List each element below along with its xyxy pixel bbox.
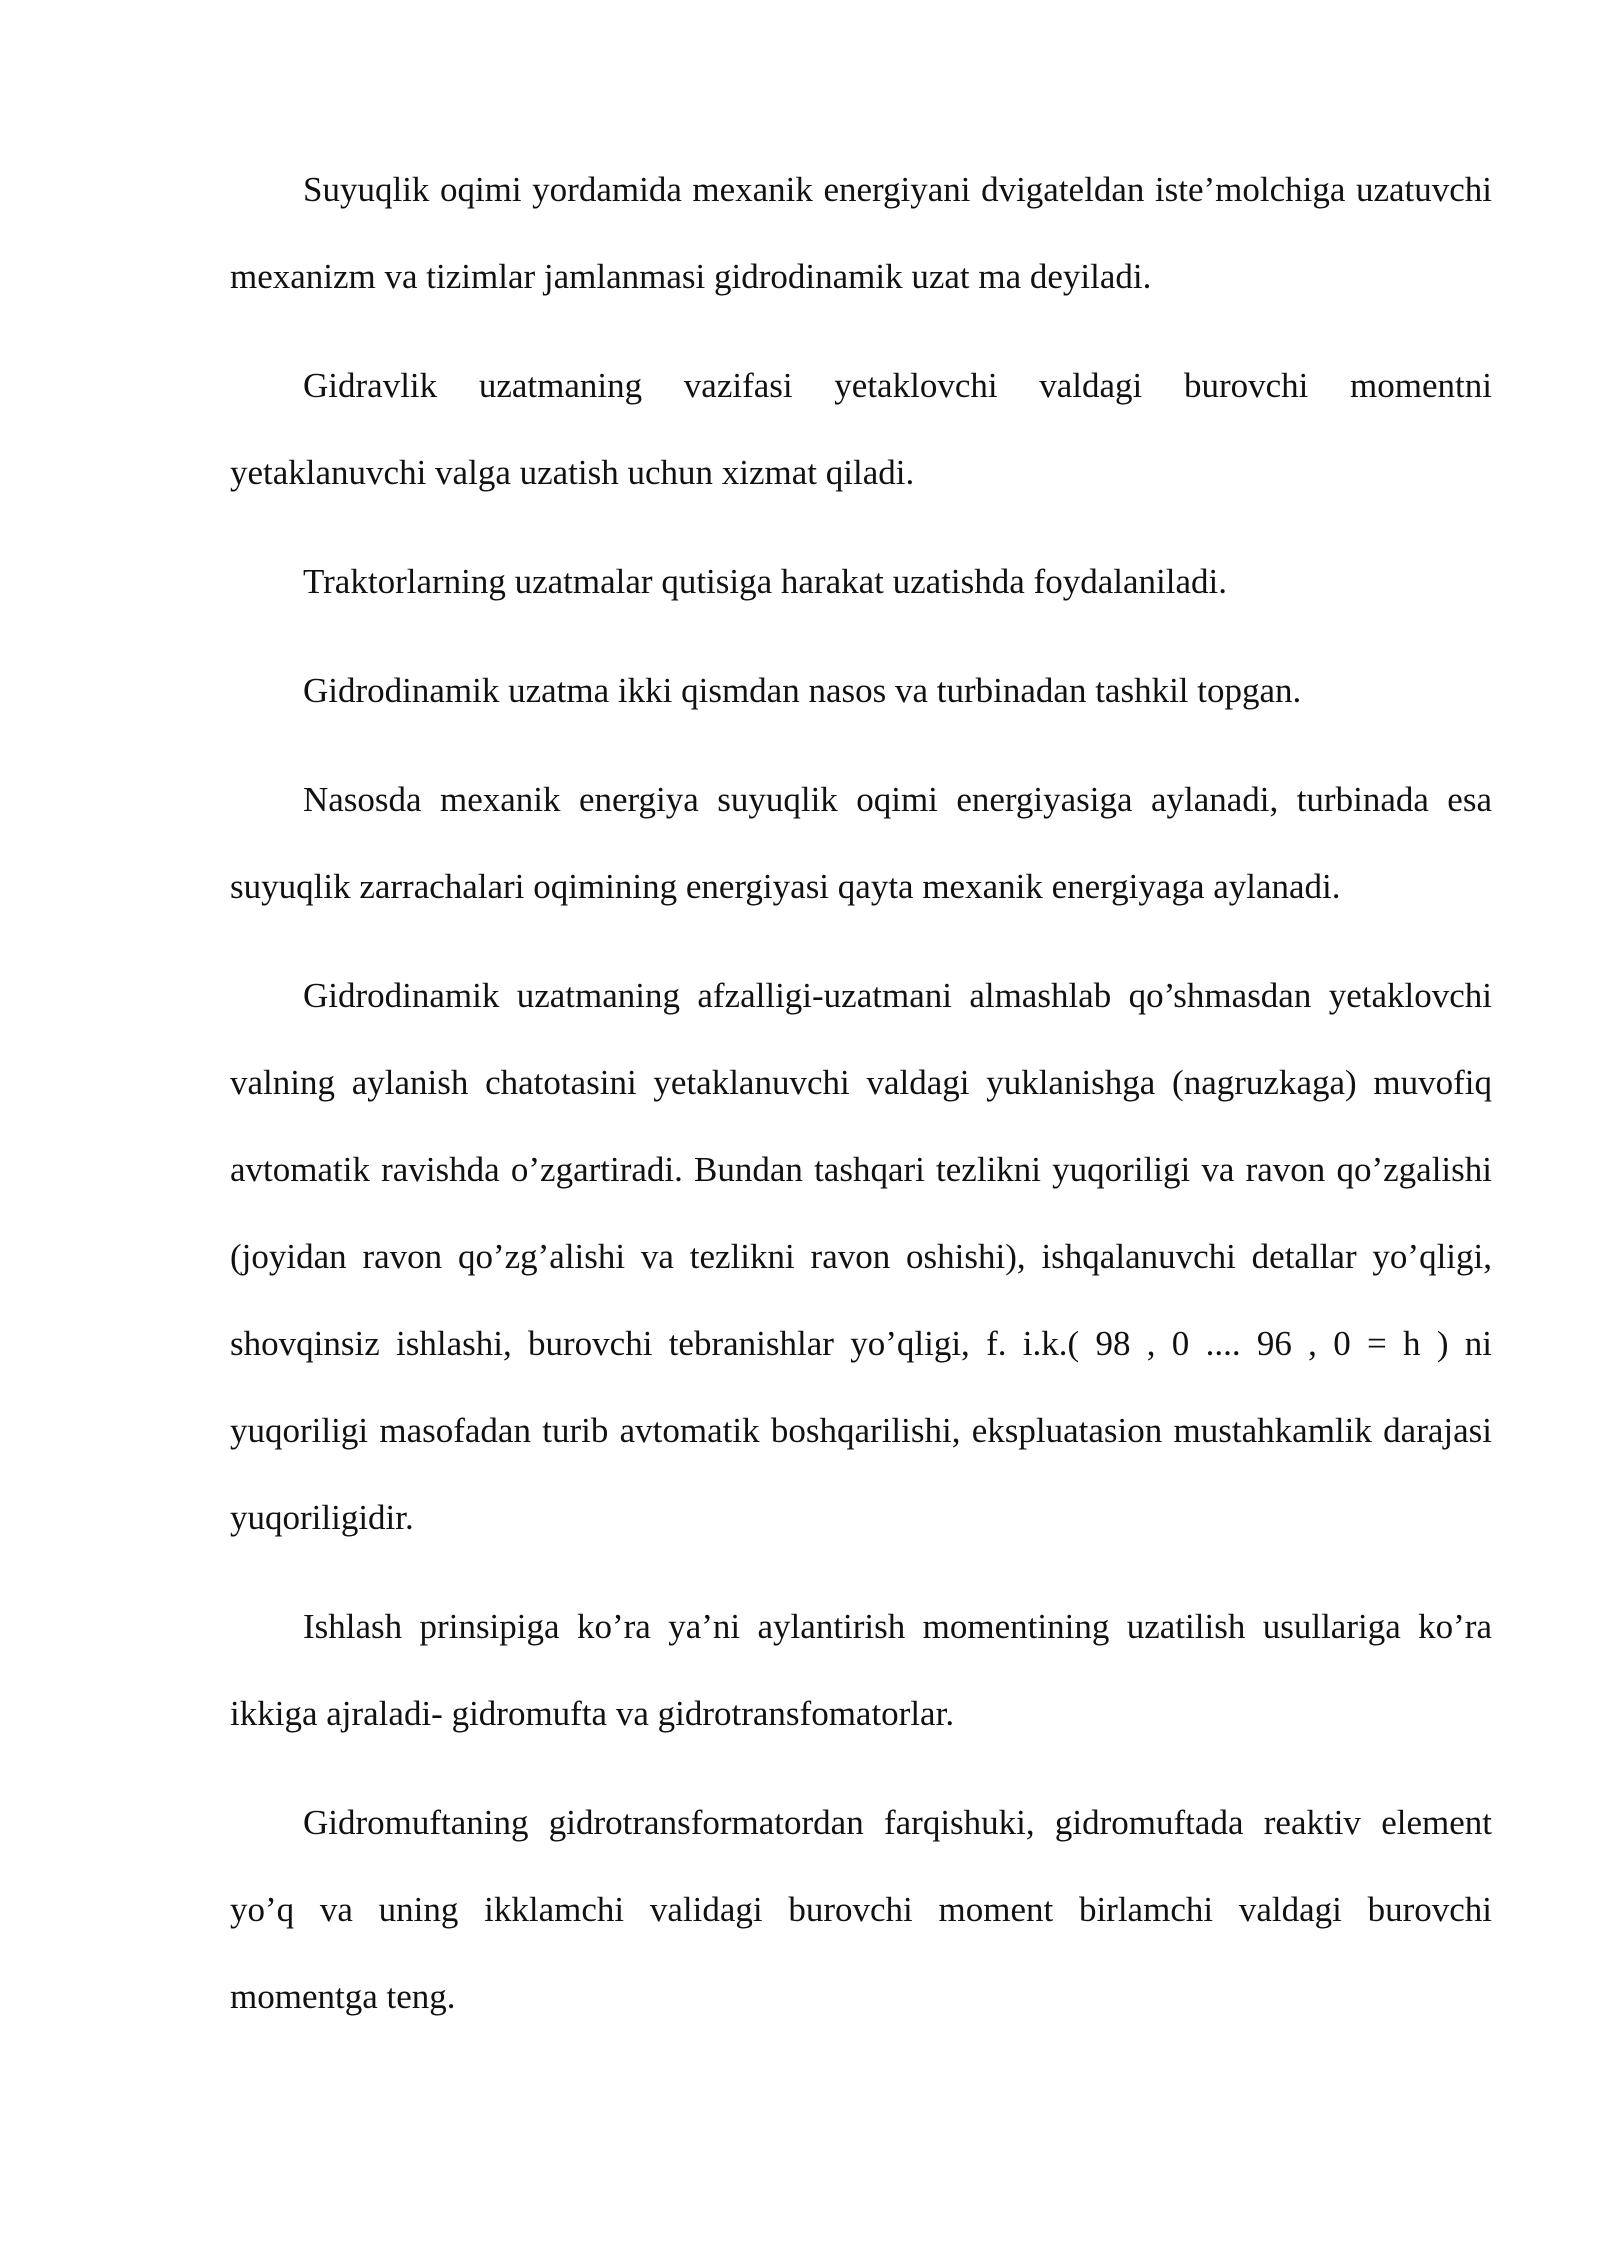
paragraph-advantages: Gidrodinamik uzatmaning afzalligi-uzatmani almashlab qo’shmasdan yetaklovchi valning aylanish chatotasini yetaklanuvchi valdagi yuklanishga (nagruzkaga) muvofiq avtomatik ravishda o’zgartiradi. Bundan tashqari tezlikni yuqoriligi va ravon qo’zgalishi (joyidan ravon qo’zg’alishi va tezlikni ravon oshishi), ishqalanuvchi detallar yo’qligi, shovqinsiz ishlashi, burovchi tebranishlar yo’qligi, f. i.k.( 98 , 0 .... 96 , 0 = h ) ni yuqoriligi masofadan turib avtomatik boshqarilishi, ekspluatasion mustahkamlik darajasi yuqoriligidir.	[230, 976, 1492, 1537]
paragraph-classification: Ishlash prinsipiga ko’ra ya’ni aylantirish momentining uzatilish usullariga ko’ra ikkiga ajraladi- gidromufta va gidrotransfomatorlar.	[230, 1607, 1492, 1733]
paragraph-definition: Suyuqlik oqimi yordamida mexanik energiyani dvigateldan iste’molchiga uzatuvchi mexanizm va tizimlar jamlanmasi gidrodinamik uzat ma deyiladi.	[230, 170, 1492, 296]
paragraph-usage: Traktorlarning uzatmalar qutisiga harakat uzatishda foydalaniladi.	[303, 562, 1227, 601]
document-body	[230, 146, 1492, 2062]
paragraph-difference: Gidromuftaning gidrotransformatordan farqishuki, gidromuftada reaktiv element yo’q va uning ikklamchi validagi burovchi moment birlamchi valdagi burovchi momentga teng.	[230, 1803, 1492, 2016]
paragraph-components: Gidrodinamik uzatma ikki qismdan nasos va turbinadan tashkil topgan.	[303, 671, 1302, 710]
paragraph-purpose: Gidravlik uzatmaning vazifasi yetaklovchi valdagi burovchi momentni yetaklanuvchi valga uzatish uchun xizmat qiladi.	[230, 366, 1492, 492]
paragraph-energy-conversion: Nasosda mexanik energiya suyuqlik oqimi energiyasiga aylanadi, turbinada esa suyuqlik zarrachalari oqimining energiyasi qayta mexanik energiyaga aylanadi.	[230, 780, 1492, 906]
